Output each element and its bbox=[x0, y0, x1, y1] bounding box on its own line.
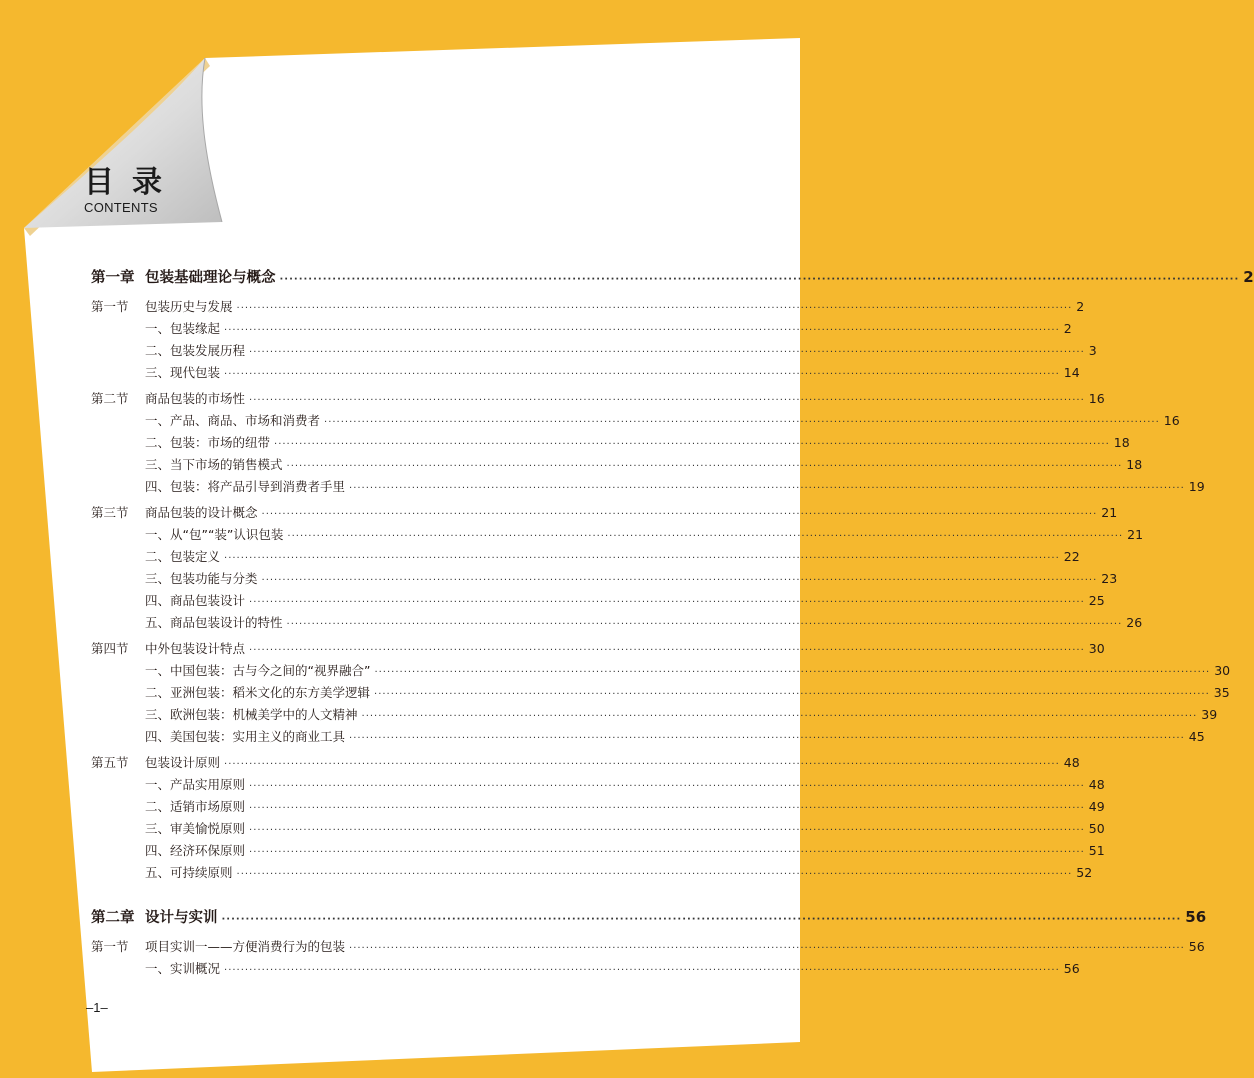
toc-item-title: 三、当下市场的销售模式 bbox=[145, 457, 283, 472]
toc-section-label: 第五节 bbox=[91, 755, 129, 770]
toc-chapter-label: 第一章 bbox=[91, 270, 135, 286]
dot-leader: ········································································································································································································ bbox=[349, 483, 1185, 494]
toc-section[interactable] bbox=[91, 296, 1085, 318]
toc-item[interactable] bbox=[91, 432, 1130, 454]
dot-leader: ········································································································································································································ bbox=[374, 667, 1211, 678]
toc-page-number: 18 bbox=[1113, 435, 1130, 450]
toc-section[interactable] bbox=[91, 502, 1118, 524]
toc-item[interactable] bbox=[91, 704, 1218, 726]
toc-page-number: 48 bbox=[1088, 777, 1105, 792]
dot-leader: ········································································································································································································ bbox=[236, 869, 1073, 880]
toc-item-title: 二、包装：市场的纽带 bbox=[145, 435, 271, 450]
dot-leader: ········································································································································································································ bbox=[261, 575, 1098, 586]
toc-item-title: 三、欧洲包装：机械美学中的人文精神 bbox=[145, 707, 358, 722]
dot-leader: ········································································································································································································ bbox=[249, 645, 1085, 656]
toc-page-number: 2 bbox=[1063, 321, 1072, 336]
toc-item-title: 三、现代包装 bbox=[145, 365, 221, 380]
toc-section-label: 第四节 bbox=[91, 641, 129, 656]
toc-item[interactable] bbox=[91, 958, 1080, 980]
toc-item-title: 一、中国包装：古与今之间的“视界融合” bbox=[145, 663, 371, 678]
toc-page-number: 22 bbox=[1063, 549, 1080, 564]
toc-item[interactable] bbox=[91, 524, 1144, 546]
toc-item-title: 一、从“包”“装”认识包装 bbox=[145, 527, 284, 542]
toc-page-number: 56 bbox=[1188, 939, 1205, 954]
dot-leader: ········································································································································································································ bbox=[249, 347, 1085, 358]
toc-section[interactable] bbox=[91, 752, 1080, 774]
dot-leader: ········································································································································································································ bbox=[349, 733, 1185, 744]
toc-section[interactable] bbox=[91, 388, 1105, 410]
toc-page-number: 49 bbox=[1088, 799, 1105, 814]
toc-item-title: 二、亚洲包装：稻米文化的东方美学逻辑 bbox=[145, 685, 371, 700]
toc-page-number: 18 bbox=[1126, 457, 1143, 472]
toc-page-number: 45 bbox=[1188, 729, 1205, 744]
toc-section-title: 项目实训一——方便消费行为的包装 bbox=[145, 939, 346, 954]
toc-item[interactable] bbox=[91, 590, 1105, 612]
toc-subtitle: CONTENTS bbox=[84, 200, 158, 215]
toc-section-title: 商品包装的市场性 bbox=[145, 391, 246, 406]
toc-chapter-title: 设计与实训 bbox=[145, 910, 218, 926]
toc-section[interactable] bbox=[91, 936, 1205, 958]
toc-item[interactable] bbox=[91, 612, 1143, 634]
toc-item-title: 三、包装功能与分类 bbox=[145, 571, 258, 586]
toc-section-title: 包装历史与发展 bbox=[145, 299, 233, 314]
toc-title: 目录 bbox=[84, 165, 180, 200]
toc-item[interactable] bbox=[91, 862, 1093, 884]
dot-leader: ········································································································································································································ bbox=[224, 965, 1060, 976]
toc-section[interactable] bbox=[91, 638, 1105, 660]
toc-item[interactable] bbox=[91, 796, 1105, 818]
dot-leader: ········································································································································································································ bbox=[324, 417, 1160, 428]
toc-section-label: 第三节 bbox=[91, 505, 129, 520]
dot-leader: ········································································································································································································ bbox=[374, 689, 1210, 700]
toc-item-title: 四、商品包装设计 bbox=[145, 593, 246, 608]
toc-item-title: 二、适销市场原则 bbox=[145, 799, 246, 814]
dot-leader: ········································································································································································································ bbox=[249, 803, 1085, 814]
toc-item[interactable] bbox=[91, 340, 1097, 362]
toc-page-number: 56 bbox=[1185, 908, 1207, 926]
toc-item[interactable] bbox=[91, 546, 1080, 568]
toc-section-title: 中外包装设计特点 bbox=[145, 641, 246, 656]
toc-page-number: 35 bbox=[1213, 685, 1230, 700]
toc-item-title: 四、美国包装：实用主义的商业工具 bbox=[145, 729, 346, 744]
toc-item-title: 二、包装发展历程 bbox=[145, 343, 246, 358]
toc-item[interactable] bbox=[91, 454, 1143, 476]
toc-item[interactable] bbox=[91, 660, 1231, 682]
toc-item[interactable] bbox=[91, 840, 1105, 862]
dot-leader: ········································································································································································································ bbox=[236, 303, 1073, 314]
toc-item[interactable] bbox=[91, 410, 1180, 432]
toc-item[interactable] bbox=[91, 682, 1230, 704]
toc-page-number: 30 bbox=[1214, 663, 1231, 678]
toc-page-number: 52 bbox=[1076, 865, 1093, 880]
toc-section-label: 第一节 bbox=[91, 299, 129, 314]
dot-leader: ········································································································································································································ bbox=[249, 395, 1085, 406]
toc-page-number: 21 bbox=[1127, 527, 1144, 542]
toc-section-label: 第一节 bbox=[91, 939, 129, 954]
toc-item-title: 一、包装缘起 bbox=[145, 321, 221, 336]
toc-page-number: 23 bbox=[1101, 571, 1118, 586]
toc-item-title: 一、实训概况 bbox=[145, 961, 221, 976]
toc-item[interactable] bbox=[91, 774, 1105, 796]
dot-leader: ········································································································································································································ bbox=[361, 711, 1198, 722]
toc-page-number: 19 bbox=[1188, 479, 1205, 494]
toc-header bbox=[84, 166, 180, 215]
table-of-contents bbox=[91, 264, 1254, 980]
toc-item[interactable] bbox=[91, 362, 1080, 384]
toc-page-number: 51 bbox=[1088, 843, 1105, 858]
toc-page-number: 2 bbox=[1076, 299, 1085, 314]
dot-leader: ········································································································································································································ bbox=[224, 325, 1060, 336]
dot-leader: ········································································································································································································ bbox=[286, 619, 1123, 630]
toc-page-number: 39 bbox=[1201, 707, 1218, 722]
toc-chapter[interactable] bbox=[91, 264, 1254, 290]
toc-item[interactable] bbox=[91, 726, 1205, 748]
dot-leader: ········································································································································································································ bbox=[249, 847, 1085, 858]
toc-page-number: 50 bbox=[1088, 821, 1105, 836]
dot-leader: ········································································································································································································ bbox=[261, 509, 1098, 520]
toc-page-number: 2 bbox=[1243, 268, 1254, 286]
toc-page-number: 3 bbox=[1088, 343, 1097, 358]
toc-page-number: 30 bbox=[1088, 641, 1105, 656]
dot-leader: ········································································································································································································ bbox=[286, 461, 1123, 472]
toc-chapter[interactable] bbox=[91, 904, 1207, 930]
toc-item[interactable] bbox=[91, 476, 1205, 498]
toc-item-title: 四、包装：将产品引导到消费者手里 bbox=[145, 479, 346, 494]
toc-chapter-label: 第二章 bbox=[91, 910, 135, 926]
toc-page-number: 56 bbox=[1063, 961, 1080, 976]
dot-leader: ········································································································································································································ bbox=[249, 597, 1085, 608]
toc-item-title: 五、商品包装设计的特性 bbox=[145, 615, 283, 630]
dot-leader: ········································································································································································································ bbox=[224, 553, 1060, 564]
toc-page-number: 14 bbox=[1063, 365, 1080, 380]
dot-leader: ········································································································································································································ bbox=[279, 274, 1240, 285]
toc-page-number: 26 bbox=[1126, 615, 1143, 630]
toc-item[interactable] bbox=[91, 318, 1072, 340]
toc-page-number: 16 bbox=[1163, 413, 1180, 428]
dot-leader: ········································································································································································································ bbox=[249, 781, 1085, 792]
dot-leader: ········································································································································································································ bbox=[221, 914, 1182, 925]
toc-item-title: 三、审美愉悦原则 bbox=[145, 821, 246, 836]
dot-leader: ········································································································································································································ bbox=[287, 531, 1124, 542]
dot-leader: ········································································································································································································ bbox=[349, 943, 1185, 954]
toc-page-number: 48 bbox=[1063, 755, 1080, 770]
toc-item-title: 五、可持续原则 bbox=[145, 865, 233, 880]
toc-page-number: 16 bbox=[1088, 391, 1105, 406]
toc-section-label: 第二节 bbox=[91, 391, 129, 406]
toc-item[interactable] bbox=[91, 818, 1105, 840]
dot-leader: ········································································································································································································ bbox=[249, 825, 1085, 836]
toc-item-title: 一、产品、商品、市场和消费者 bbox=[145, 413, 321, 428]
page-number: –1– bbox=[86, 1000, 108, 1015]
toc-item-title: 四、经济环保原则 bbox=[145, 843, 246, 858]
toc-chapter-title: 包装基础理论与概念 bbox=[145, 270, 276, 286]
toc-item[interactable] bbox=[91, 568, 1118, 590]
dot-leader: ········································································································································································································ bbox=[224, 369, 1060, 380]
toc-item-title: 一、产品实用原则 bbox=[145, 777, 246, 792]
toc-page-number: 25 bbox=[1088, 593, 1105, 608]
toc-item-title: 二、包装定义 bbox=[145, 549, 221, 564]
toc-section-title: 包装设计原则 bbox=[145, 755, 221, 770]
dot-leader: ········································································································································································································ bbox=[274, 439, 1110, 450]
dot-leader: ········································································································································································································ bbox=[224, 759, 1060, 770]
toc-page-number: 21 bbox=[1101, 505, 1118, 520]
toc-section-title: 商品包装的设计概念 bbox=[145, 505, 258, 520]
